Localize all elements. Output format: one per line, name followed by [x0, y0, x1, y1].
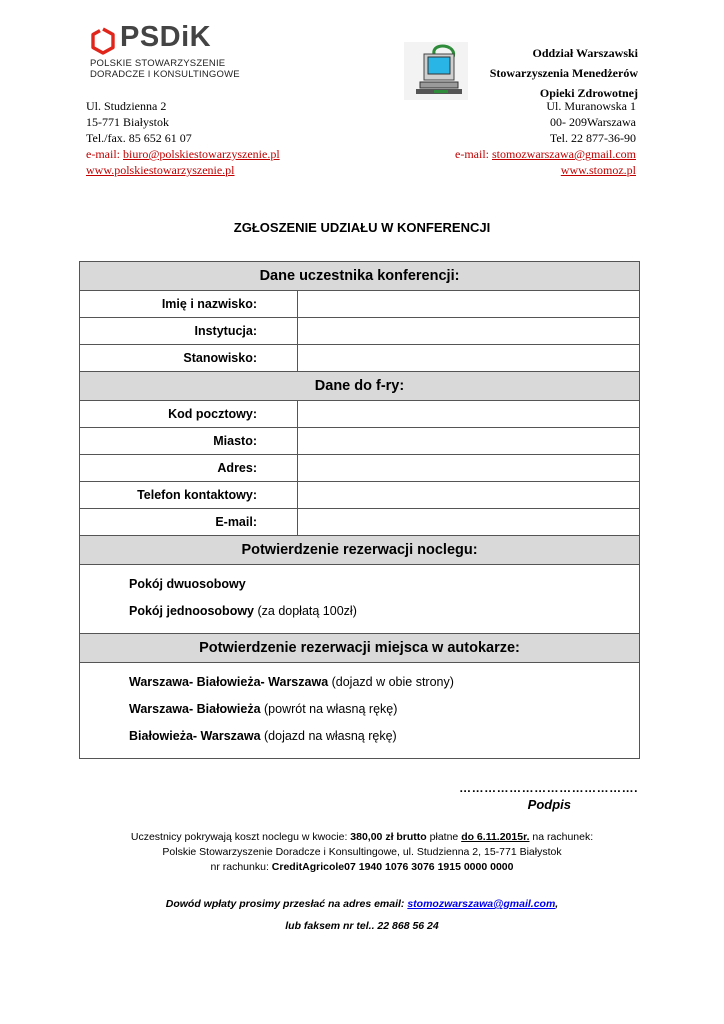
fax-note: lub faksem nr tel.. 22 868 56 24 — [285, 920, 439, 932]
right-phone: Tel. 22 877-36-90 — [549, 131, 636, 145]
address-input-cell[interactable] — [298, 455, 640, 482]
lodging-options — [80, 565, 640, 634]
field-label: Kod pocztowy: — [80, 401, 298, 428]
stomoz-logo — [404, 42, 468, 100]
bus-options — [80, 663, 640, 759]
right-street: Ul. Muranowska 1 — [546, 99, 636, 113]
right-email-link[interactable]: stomozwarszawa@gmail.com — [491, 147, 636, 161]
signature-line: ……………………………………. — [459, 781, 638, 795]
lodging-option-double[interactable]: Pokój dwuosobowy — [129, 577, 246, 591]
logo-name: PSDiK — [120, 21, 212, 53]
field-label: E-mail: — [80, 509, 298, 536]
phone-input-cell[interactable] — [298, 482, 640, 509]
section-invoice: Dane do f-ry: — [80, 372, 640, 401]
lodging-option-single[interactable]: Pokój jednoosobowy (za dopłatą 100zł) — [129, 604, 357, 618]
postal-code-input-cell[interactable] — [298, 401, 640, 428]
right-city: 00- 209Warszawa — [550, 115, 636, 129]
computer-icon — [404, 42, 468, 100]
right-org-name: Oddział Warszawski Stowarzyszenia Menedżerów Opieki Zdrowotnej — [489, 46, 638, 100]
field-label: Stanowisko: — [80, 345, 298, 372]
payment-proof-note: Dowód wpłaty prosimy przesłać na adres email: stomozwarszawa@gmail.com, — [165, 898, 559, 910]
section-bus: Potwierdzenie rezerwacji miejsca w autokarze: — [80, 634, 640, 663]
left-email-link[interactable]: biuro@polskiestowarzyszenie.pl — [122, 147, 280, 161]
bus-option-round-trip[interactable]: Warszawa- Białowieża- Warszawa (dojazd w obie strony) — [129, 675, 454, 689]
city-input-cell[interactable] — [298, 428, 640, 455]
right-www-link[interactable]: www.stomoz.pl — [560, 163, 636, 177]
left-street: Ul. Studzienna 2 — [86, 99, 167, 113]
left-phone: Tel./fax. 85 652 61 07 — [86, 131, 192, 145]
psdik-logo — [90, 21, 240, 84]
email-input-cell[interactable] — [298, 509, 640, 536]
section-lodging: Potwierdzenie rezerwacji noclegu: — [80, 536, 640, 565]
position-input-cell[interactable] — [298, 345, 640, 372]
psdik-hexagon-icon — [90, 26, 116, 56]
field-label: Instytucja: — [80, 318, 298, 345]
document-title: ZGŁOSZENIE UDZIAŁU W KONFERENCJI — [233, 220, 491, 235]
signature-label: Podpis — [527, 797, 571, 812]
field-label: Miasto: — [80, 428, 298, 455]
right-address: Ul. Muranowska 1 00- 209Warszawa Tel. 22 877-36-90 e-mail: stomozwarszawa@gmail.com www.stomoz.pl — [455, 99, 636, 177]
registration-form-table — [79, 261, 640, 759]
left-city: 15-771 Białystok — [86, 115, 169, 129]
bus-option-outbound[interactable]: Warszawa- Białowieża (powrót na własną rękę) — [129, 702, 398, 716]
name-input-cell[interactable] — [298, 291, 640, 318]
field-label: Telefon kontaktowy: — [80, 482, 298, 509]
bus-option-return[interactable]: Białowieża- Warszawa (dojazd na własną rękę) — [129, 729, 397, 743]
field-label: Imię i nazwisko: — [80, 291, 298, 318]
left-address: Ul. Studzienna 2 15-771 Białystok Tel./fax. 85 652 61 07 e-mail: biuro@polskiestowarzyszenie.pl www.polskiestowarzyszenie.pl — [86, 99, 280, 177]
proof-email-link[interactable]: stomozwarszawa@gmail.com — [407, 898, 556, 910]
payment-info: Uczestnicy pokrywają koszt noclegu w kwocie: 380,00 zł brutto płatne do 6.11.2015r. na rachunek: Polskie Stowarzyszenie Doradcze i Konsultingowe, ul. Studzienna 2, 15-771 Białystok nr rachunku: CreditAgricole07 1940 1076 3076 1915 0000 0000 — [130, 831, 594, 873]
logo-subtitle: POLSKIE STOWARZYSZENIE DORADCZE I KONSULTINGOWE — [90, 58, 240, 80]
field-label: Adres: — [80, 455, 298, 482]
institution-input-cell[interactable] — [298, 318, 640, 345]
left-www-link[interactable]: www.polskiestowarzyszenie.pl — [86, 163, 235, 177]
section-participant: Dane uczestnika konferencji: — [80, 262, 640, 291]
